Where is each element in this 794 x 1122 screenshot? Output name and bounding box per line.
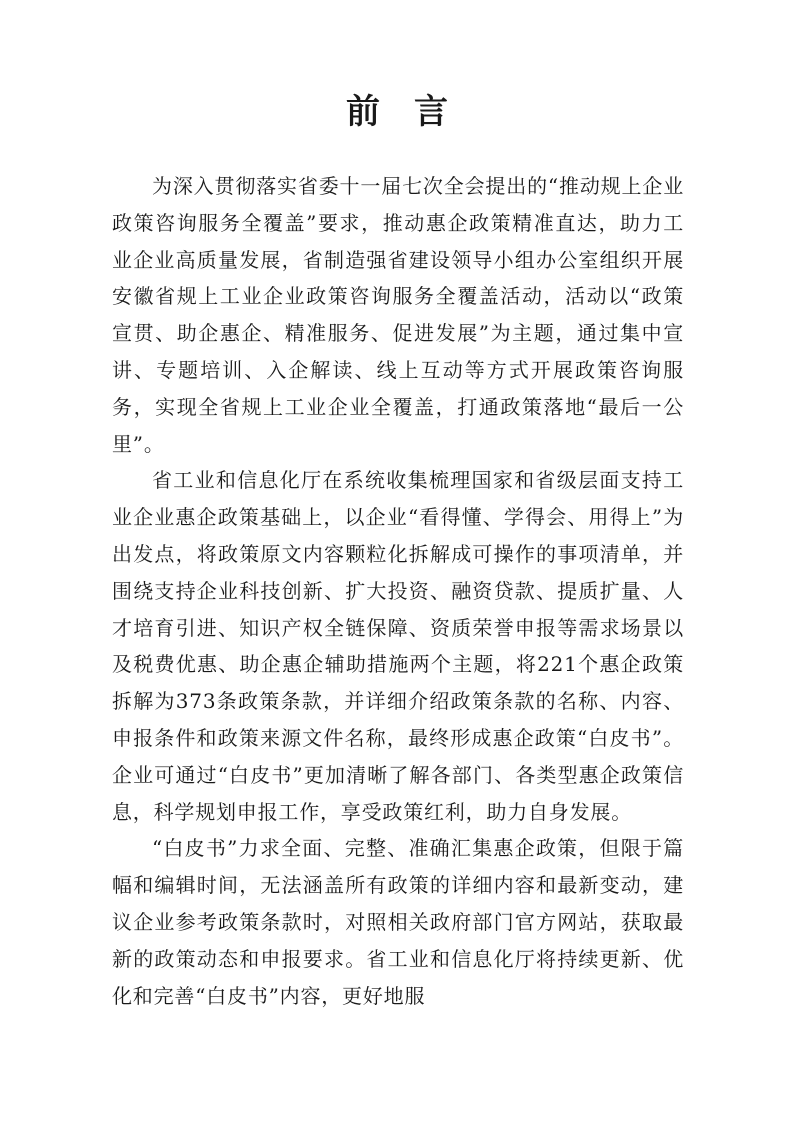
page-title: 前言 (346, 92, 482, 132)
paragraph-1: 为深入贯彻落实省委十一届七次全会提出的“推动规上企业政策咨询服务全覆盖”要求，推动惠企政策精准直达，助力工业企业高质量发展，省制造强省建设领导小组办公室组织开展安徽省规上工业企业政策咨询服务全覆盖活动，活动以“政策宣贯、助企惠企、精准服务、促进发展”为主题，通过集中宣讲、专题培训、入企解读、线上互动等方式开展政策咨询服务，实现全省规上工业企业全覆盖，打通政策落地“最后一公里”。 (112, 174, 684, 456)
document-body (112, 168, 684, 1014)
paragraph-3: “白皮书”力求全面、完整、准确汇集惠企政策，但限于篇幅和编辑时间，无法涵盖所有政策的详细内容和最新变动，建议企业参考政策条款时，对照相关政府部门官方网站，获取最新的政策动态和申报要求。省工业和信息化厅将持续更新、优化和完善“白皮书”内容，更好地服 (112, 836, 684, 1008)
paragraph-2: 省工业和信息化厅在系统收集梳理国家和省级层面支持工业企业惠企政策基础上，以企业“看得懂、学得会、用得上”为出发点，将政策原文内容颗粒化拆解成可操作的事项清单，并围绕支持企业科技创新、扩大投资、融资贷款、提质扩量、人才培育引进、知识产权全链保障、资质荣誉申报等需求场景以及税费优惠、助企惠企辅助措施两个主题，将221个惠企政策拆解为373条政策条款，并详细介绍政策条款的名称、内容、申报条件和政策来源文件名称，最终形成惠企政策“白皮书”。企业可通过“白皮书”更加清晰了解各部门、各类型惠企政策信息，科学规划申报工作，享受政策红利，助力自身发展。 (112, 468, 684, 824)
